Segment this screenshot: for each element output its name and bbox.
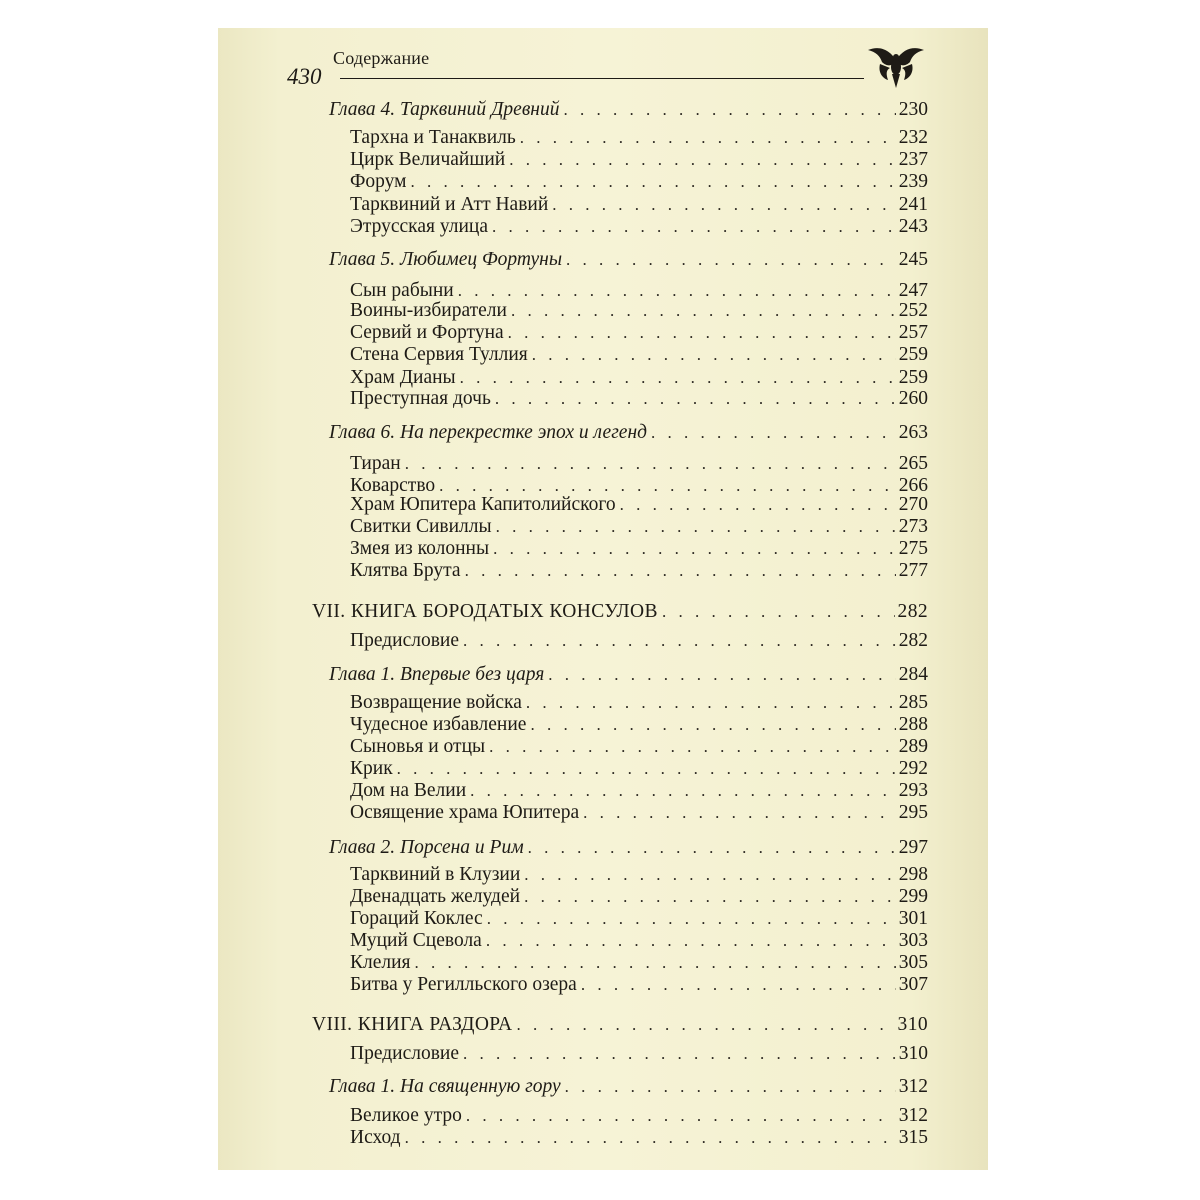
toc-entry-section — [350, 344, 928, 366]
toc-entry-page: 303 — [898, 930, 928, 951]
dot-leader — [548, 664, 895, 686]
toc-entry-page: 305 — [898, 952, 928, 973]
dot-leader — [458, 280, 896, 302]
dot-leader — [496, 516, 896, 538]
dot-leader — [526, 692, 896, 714]
toc-entry-page: 312 — [898, 1105, 928, 1126]
toc-entry-page: 252 — [898, 300, 928, 321]
toc-entry-page: 293 — [898, 780, 928, 801]
toc-entry-title: Коварство — [350, 475, 436, 496]
toc-entry-section — [350, 300, 928, 322]
toc-entry-title: Свитки Сивиллы — [350, 516, 492, 537]
toc-entry-section — [350, 736, 928, 758]
toc-entry-section — [350, 802, 928, 824]
toc-entry-section — [350, 216, 928, 238]
toc-entry-page: 295 — [898, 802, 928, 823]
toc-entry-page: 312 — [898, 1076, 928, 1097]
toc-entry-title: Великое утро — [350, 1105, 462, 1126]
toc-entry-title: Муций Сцевола — [350, 930, 482, 951]
toc-entry-page: 297 — [898, 837, 928, 858]
toc-entry-section — [350, 630, 928, 652]
toc-entry-title: Воины-избиратели — [350, 300, 507, 321]
toc-entry-page: 310 — [897, 1014, 928, 1035]
toc-entry-title: Тархна и Танаквиль — [350, 127, 516, 148]
dot-leader — [486, 930, 896, 952]
dot-leader — [520, 127, 896, 149]
running-title: Содержание — [333, 48, 430, 68]
toc-entry-section — [350, 886, 928, 908]
dot-leader — [583, 802, 896, 824]
toc-entry-title: Сервий и Фортуна — [350, 322, 504, 343]
toc-entry-title: Тарквиний и Атт Навий — [350, 194, 549, 215]
toc-entry-page: 298 — [898, 864, 928, 885]
toc-entry-title: Глава 1. На священную гору — [329, 1076, 561, 1097]
toc-entry-section — [350, 149, 928, 171]
toc-entry-chapter — [329, 837, 928, 859]
toc-entry-section — [350, 930, 928, 952]
toc-entry-title: Стена Сервия Туллия — [350, 344, 528, 365]
toc-entry-title: Глава 5. Любимец Фортуны — [329, 249, 563, 270]
toc-entry-section — [350, 280, 928, 302]
dot-leader — [470, 780, 896, 802]
toc-entry-section — [350, 560, 928, 582]
dot-leader — [566, 249, 896, 271]
dot-leader — [563, 99, 895, 121]
toc-entry-title: Сыновья и отцы — [350, 736, 486, 757]
toc-entry-section — [350, 758, 928, 780]
toc-entry-section — [350, 453, 928, 475]
toc-entry-page: 289 — [898, 736, 928, 757]
dot-leader — [405, 1127, 896, 1149]
toc-entry-page: 259 — [898, 367, 928, 388]
dot-leader — [552, 194, 895, 216]
toc-entry-section — [350, 780, 928, 802]
dot-leader — [528, 837, 896, 859]
dot-leader — [492, 216, 896, 238]
toc-entry-page: 237 — [898, 149, 928, 170]
toc-entry-title: Возвращение войска — [350, 692, 522, 713]
toc-entry-title: Сын рабыни — [350, 280, 454, 301]
toc-entry-title: Глава 4. Тарквиний Древний — [329, 99, 560, 120]
dot-leader — [487, 908, 896, 930]
toc-entry-page: 241 — [898, 194, 928, 215]
page-number: 430 — [287, 64, 322, 89]
dot-leader — [495, 388, 896, 410]
toc-entry-page: 273 — [898, 516, 928, 537]
toc-entry-chapter — [329, 99, 928, 121]
toc-entry-title: Этрусская улица — [350, 216, 489, 237]
dot-leader — [532, 344, 896, 366]
toc-entry-title: Освящение храма Юпитера — [350, 802, 580, 823]
toc-entry-page: 310 — [898, 1043, 928, 1064]
dot-leader — [463, 630, 896, 652]
toc-entry-page: 265 — [898, 453, 928, 474]
dot-leader — [662, 601, 895, 623]
dot-leader — [410, 171, 895, 193]
dot-leader — [460, 367, 896, 389]
toc-entry-page: 247 — [898, 280, 928, 301]
toc-entry-chapter — [329, 249, 928, 271]
dot-leader — [405, 453, 896, 475]
toc-entry-section — [350, 864, 928, 886]
toc-entry-page: 266 — [898, 475, 928, 496]
toc-entry-chapter — [329, 664, 928, 686]
toc-entry-section — [350, 494, 928, 516]
dot-leader — [397, 758, 896, 780]
toc-entry-section — [350, 1043, 928, 1065]
toc-entry-page: 301 — [898, 908, 928, 929]
toc-entry-title: Змея из колонны — [350, 538, 490, 559]
dot-leader — [530, 714, 895, 736]
toc-entry-page: 275 — [898, 538, 928, 559]
toc-entry-title: Клятва Брута — [350, 560, 461, 581]
toc-entry-title: Форум — [350, 171, 407, 192]
toc-entry-title: Чудесное избавление — [350, 714, 527, 735]
toc-entry-page: 245 — [898, 249, 928, 270]
dot-leader — [581, 974, 896, 996]
toc-entry-page: 277 — [898, 560, 928, 581]
toc-entry-title: Двенадцать желудей — [350, 886, 521, 907]
toc-entry-title: Преступная дочь — [350, 388, 491, 409]
dot-leader — [493, 538, 896, 560]
toc-entry-page: 260 — [898, 388, 928, 409]
toc-entry-section — [350, 1127, 928, 1149]
toc-entry-page: 263 — [898, 422, 928, 443]
toc-entry-title: Гораций Коклес — [350, 908, 483, 929]
toc-entry-section — [350, 1105, 928, 1127]
toc-entry-page: 284 — [898, 664, 928, 685]
toc-entry-page: 315 — [898, 1127, 928, 1148]
toc-entry-page: 285 — [898, 692, 928, 713]
toc-entry-section — [350, 194, 928, 216]
toc-entry-title: VII. КНИГА БОРОДАТЫХ КОНСУЛОВ — [312, 601, 658, 622]
toc-entry-page: 243 — [898, 216, 928, 237]
dot-leader — [651, 422, 896, 444]
toc-entry-page: 259 — [898, 344, 928, 365]
toc-entry-page: 239 — [898, 171, 928, 192]
toc-entry-section — [350, 388, 928, 410]
toc-entry-section — [350, 714, 928, 736]
toc-entry-page: 270 — [898, 494, 928, 515]
dot-leader — [517, 1014, 895, 1036]
toc-entry-page: 299 — [898, 886, 928, 907]
dot-leader — [415, 952, 896, 974]
toc-entry-page: 292 — [898, 758, 928, 779]
toc-entry-page: 307 — [898, 974, 928, 995]
toc-entry-title: Крик — [350, 758, 393, 779]
toc-entry-book — [312, 601, 928, 623]
toc-entry-section — [350, 974, 928, 996]
toc-entry-page: 230 — [898, 99, 928, 120]
toc-entry-section — [350, 322, 928, 344]
dot-leader — [509, 149, 896, 171]
toc-entry-title: Храм Юпитера Капитолийского — [350, 494, 616, 515]
toc-entry-title: Тарквиний в Клузии — [350, 864, 521, 885]
toc-entry-section — [350, 692, 928, 714]
toc-entry-title: Предисловие — [350, 1043, 460, 1064]
toc-entry-section — [350, 367, 928, 389]
toc-entry-page: 232 — [898, 127, 928, 148]
toc-entry-title: Глава 6. На перекрестке эпох и легенд — [329, 422, 647, 443]
toc-entry-page: 282 — [898, 630, 928, 651]
toc-entry-section — [350, 908, 928, 930]
dot-leader — [466, 1105, 896, 1127]
toc-entry-title: Тиран — [350, 453, 401, 474]
toc-entry-page: 288 — [898, 714, 928, 735]
dot-leader — [620, 494, 896, 516]
toc-entry-title: Исход — [350, 1127, 401, 1148]
dot-leader — [489, 736, 896, 758]
toc-entry-section — [350, 952, 928, 974]
toc-entry-title: Храм Дианы — [350, 367, 456, 388]
dot-leader — [465, 560, 896, 582]
toc-entry-chapter — [329, 422, 928, 444]
toc-entry-title: Битва у Регилльского озера — [350, 974, 577, 995]
dot-leader — [508, 322, 896, 344]
toc-entry-title: Цирк Величайший — [350, 149, 506, 170]
toc-entry-section — [350, 516, 928, 538]
toc-entry-title: VIII. КНИГА РАЗДОРА — [312, 1014, 513, 1035]
toc-entry-book — [312, 1014, 928, 1036]
toc-entry-section — [350, 127, 928, 149]
dot-leader — [524, 886, 896, 908]
toc-entry-page: 282 — [897, 601, 928, 622]
toc-entry-section — [350, 538, 928, 560]
toc-entry-section — [350, 171, 928, 193]
dot-leader — [524, 864, 895, 886]
toc-entry-title: Глава 1. Впервые без царя — [329, 664, 545, 685]
toc-entry-chapter — [329, 1076, 928, 1098]
toc-entry-page: 257 — [898, 322, 928, 343]
dot-leader — [463, 1043, 896, 1065]
toc-entry-title: Предисловие — [350, 630, 460, 651]
dot-leader — [565, 1076, 896, 1098]
toc-entry-title: Клелия — [350, 952, 411, 973]
toc-entry-title: Глава 2. Порсена и Рим — [329, 837, 524, 858]
toc-entry-title: Дом на Велии — [350, 780, 467, 801]
dot-leader — [511, 300, 896, 322]
